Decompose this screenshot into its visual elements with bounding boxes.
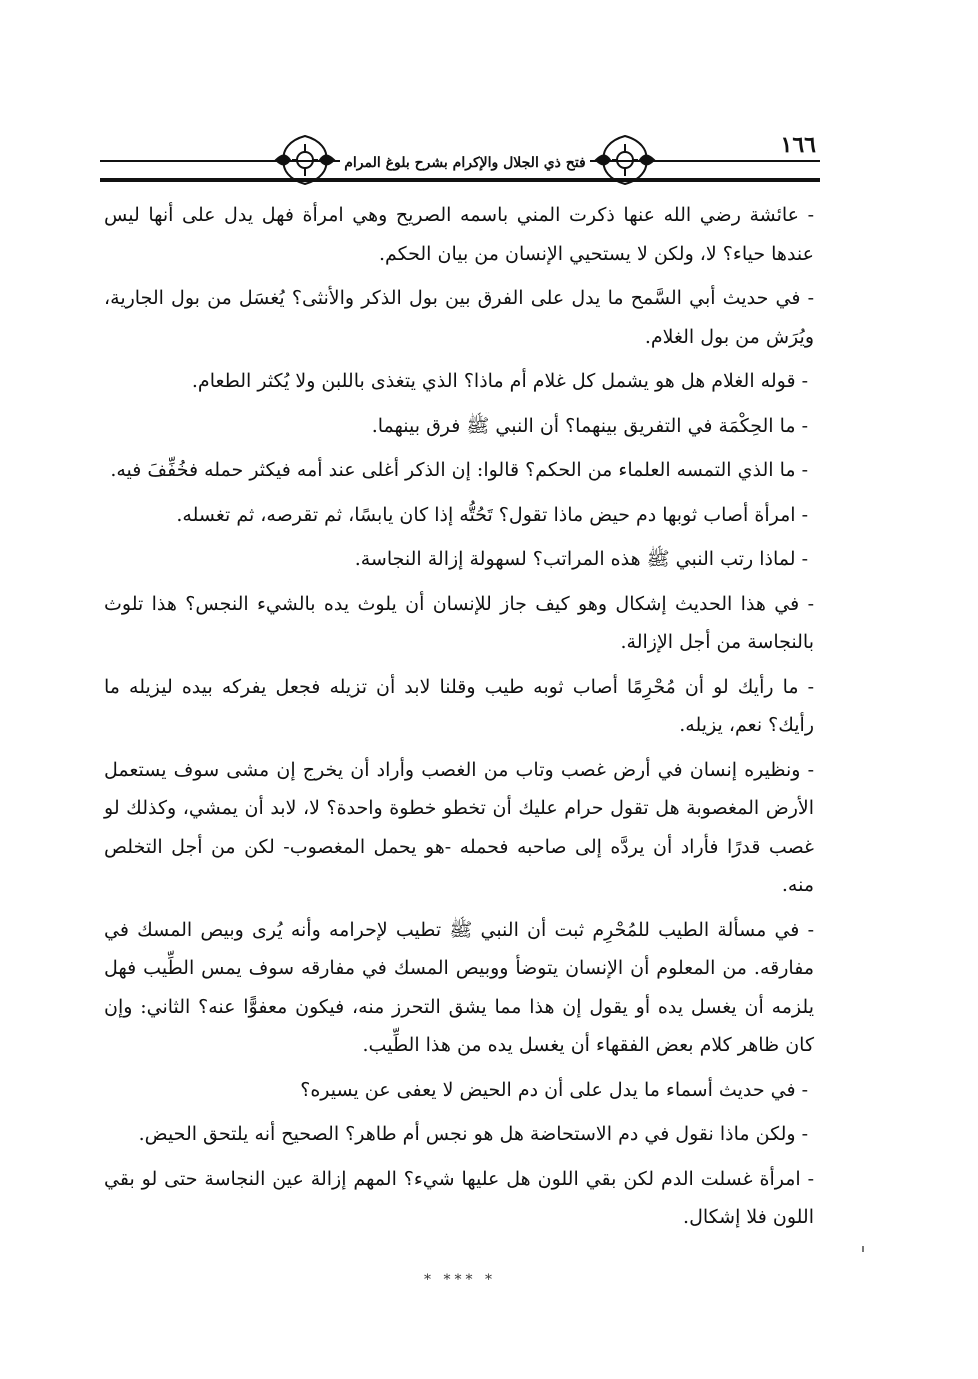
paragraph: - عائشة رضي الله عنها ذكرت المني باسمه الصريح وهي امرأة فهل يدل على أنها ليس عندها حياء؟ لا، ولكن لا يستحيي الإنسان من بيان الحكم.	[104, 204, 814, 265]
running-title: فتح ذي الجلال والإكرام بشرح بلوغ المرام	[340, 148, 590, 178]
left-ornament-icon	[270, 130, 340, 190]
paragraph: - ونظيره إنسان في أرض غصب وتاب من الغصب وأراد أن يخرج إن مشى سوف يستعمل الأرض المغصوبة هل تقول حرام عليك أن تخطو خطوة واحدة؟ لا، لابد أن يمشي، وكذلك لو غصب قدرًا فأراد أن يردَّه إلى صاحبه فحمله -هو يحمل المغصوب- لكن من أجل التخلص منه.	[104, 758, 814, 896]
body-text	[104, 196, 814, 1243]
paragraph: - في حديث أبي السَّمح ما يدل على الفرق بين بول الذكر والأنثى؟ يُغسَل من بول الجارية، ويُرَش من بول الغلام.	[104, 287, 814, 348]
paragraph: - ما الذي التمسه العلماء من الحكم؟ قالوا: إن الذكر أغلى عند أمه فيكثر حمله فخُفِّفَ فيه.	[110, 459, 808, 481]
page-header	[100, 120, 820, 192]
paragraph: - في حديث أسماء ما يدل على أن دم الحيض لا يعفى عن يسيره؟	[300, 1078, 808, 1101]
paragraph: - في هذا الحديث إشكال وهو كيف جاز للإنسان أن يلوث يده بالشيء النجس؟ هذا تلوث بالنجاسة من أجل الإزالة.	[104, 592, 814, 653]
paragraph: - قوله الغلام هل هو يشمل كل غلام أم ماذا؟ الذي يتغذى باللبن ولا يُكثر الطعام.	[191, 370, 808, 392]
paragraph: - ما رأيك لو أن مُحْرِمًا أصاب ثوبه طيب وقلنا لابد أن تزيله فجعل يفركه بيده ليزيله ما رأيك؟ نعم، يزيله.	[104, 675, 814, 736]
paragraph: - ما الحِكْمَة في التفريق بينهما؟ أن النبي ﷺ فرق بينهما.	[371, 414, 808, 437]
section-separator: * *** *	[424, 1272, 496, 1288]
paragraph: - في مسألة الطيب للمُحْرِم ثبت أن النبي ﷺ تطيب لإحرامه وأنه يُرى وبيص المسك في مفارقه. من المعلوم أن الإنسان يتوضأ ووبيص المسك في مفارقه سوف يمس الطِّيب فهل يلزمه أن يغسل يده أو يقول إن هذا مما يشق التحرز منه، فيكون معفوًّا عنه؟ الثاني: وإن كان ظاهر كلام بعض الفقهاء أن يغسل يده من هذا الطِّيب.	[104, 918, 814, 1056]
scan-mark	[862, 1246, 864, 1252]
paragraph: - لماذا رتب النبي ﷺ هذه المراتب؟ لسهولة إزالة النجاسة.	[354, 548, 808, 570]
paragraph: - ولكن ماذا نقول في دم الاستحاضة هل هو نجس أم طاهر؟ الصحيح أنه يلتحق الحيض.	[138, 1123, 808, 1145]
paragraph: - امرأة أصاب ثوبها دم حيض ماذا تقول؟ تَحُتُّه إذا كان يابسًا، ثم تقرصه، ثم تغسله.	[176, 503, 808, 526]
paragraph: - امرأة غسلت الدم لكن بقي اللون هل عليها شيء؟ المهم إزالة عين النجاسة حتى لو بقي اللون فلا إشكال.	[104, 1167, 814, 1228]
page-number: ١٦٦	[780, 132, 816, 158]
header-rule-bottom	[100, 178, 820, 182]
right-ornament-icon	[590, 130, 660, 190]
